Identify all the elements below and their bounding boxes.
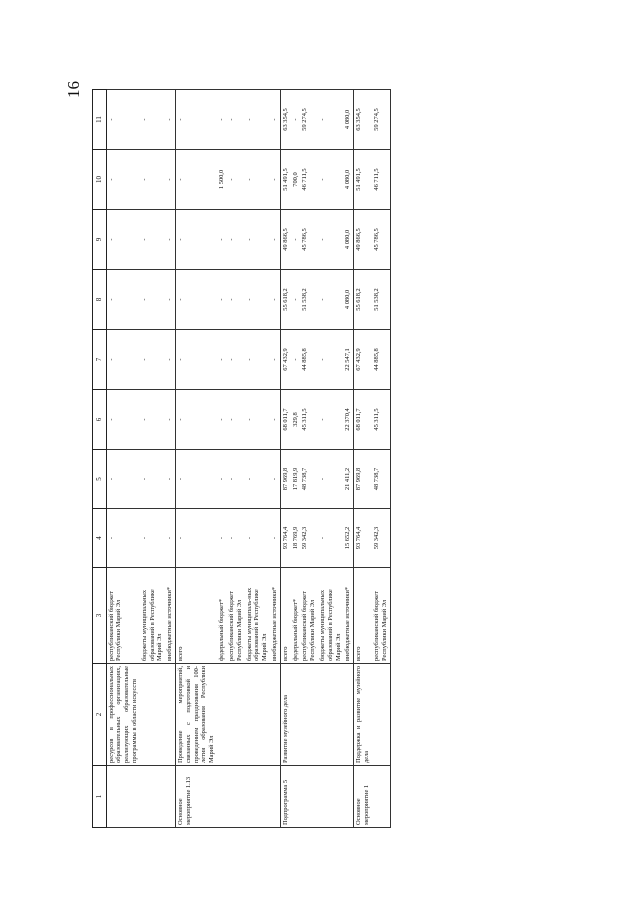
amount-cell: - — [106, 210, 140, 270]
funding-source-cell: внебюджетные источники* — [270, 568, 280, 664]
column-number: 9 — [93, 210, 107, 270]
amount-cell: - — [270, 330, 280, 390]
amount-cell: 87 969,8 — [280, 450, 290, 509]
amount-cell: - — [217, 330, 227, 390]
amount-cell: 93 764,4 — [354, 509, 372, 568]
amount-cell: 15 652,2 — [343, 509, 353, 568]
program-code-cell — [343, 766, 353, 828]
amount-cell: - — [140, 270, 165, 330]
funding-source-cell: федеральный бюджет* — [291, 568, 301, 664]
amount-cell: - — [106, 270, 140, 330]
amount-cell: 4 080,0 — [343, 210, 353, 270]
amount-cell: - — [291, 330, 301, 390]
amount-cell: - — [106, 450, 140, 509]
amount-cell: 4 080,0 — [343, 90, 353, 150]
column-number: 2 — [93, 664, 107, 766]
program-code-cell — [106, 766, 140, 828]
amount-cell: 49 866,5 — [354, 210, 372, 270]
amount-cell: 44 885,8 — [300, 330, 318, 390]
amount-cell: - — [318, 330, 343, 390]
table-row — [318, 90, 343, 828]
table-row — [165, 90, 175, 828]
amount-cell: - — [245, 90, 270, 150]
program-name-cell — [227, 664, 245, 766]
program-name-cell — [291, 664, 301, 766]
program-name-cell: ресурсов в профессиональных образовательных организациях, реализующих образовательные программы в области искусств — [106, 664, 140, 766]
amount-cell: - — [270, 150, 280, 210]
amount-cell: - — [165, 509, 175, 568]
table-row — [176, 90, 218, 828]
amount-cell: 48 738,7 — [300, 450, 318, 509]
program-code-cell — [245, 766, 270, 828]
amount-cell: - — [165, 330, 175, 390]
table-row — [227, 90, 245, 828]
amount-cell: - — [291, 210, 301, 270]
amount-cell: - — [318, 390, 343, 450]
funding-source-cell: республиканский бюджет Республики Марий Эл — [372, 568, 390, 664]
program-code-cell — [372, 766, 390, 828]
table-row — [354, 90, 372, 828]
column-number: 8 — [93, 270, 107, 330]
funding-source-cell: внебюджетные источники* — [343, 568, 353, 664]
table-row — [291, 90, 301, 828]
amount-cell: 68 011,7 — [280, 390, 290, 450]
table-row — [217, 90, 227, 828]
program-code-cell: Основное мероприятие 1 — [354, 766, 372, 828]
amount-cell: - — [227, 270, 245, 330]
amount-cell: 18 769,9 — [291, 509, 301, 568]
amount-cell: - — [270, 509, 280, 568]
amount-cell: - — [245, 150, 270, 210]
amount-cell: - — [291, 90, 301, 150]
amount-cell: - — [227, 450, 245, 509]
amount-cell: - — [245, 450, 270, 509]
amount-cell: 1 500,0 — [217, 150, 227, 210]
amount-cell: - — [318, 150, 343, 210]
amount-cell: - — [140, 90, 165, 150]
amount-cell: - — [227, 330, 245, 390]
amount-cell: - — [106, 509, 140, 568]
amount-cell: - — [227, 150, 245, 210]
amount-cell: - — [176, 270, 218, 330]
amount-cell: - — [227, 90, 245, 150]
program-code-cell: Подпрограмма 5 — [280, 766, 290, 828]
amount-cell: 46 711,5 — [372, 150, 390, 210]
amount-cell: 87 969,8 — [354, 450, 372, 509]
amount-cell: - — [176, 150, 218, 210]
amount-cell: - — [217, 390, 227, 450]
amount-cell: - — [270, 450, 280, 509]
amount-cell: - — [165, 90, 175, 150]
column-number: 3 — [93, 568, 107, 664]
amount-cell: 63 354,5 — [280, 90, 290, 150]
table-row — [140, 90, 165, 828]
program-name-cell — [372, 664, 390, 766]
amount-cell: - — [140, 150, 165, 210]
amount-cell: 45 786,5 — [300, 210, 318, 270]
amount-cell: - — [106, 90, 140, 150]
column-number: 7 — [93, 330, 107, 390]
amount-cell: 49 866,5 — [280, 210, 290, 270]
amount-cell: - — [176, 210, 218, 270]
funding-source-cell: всего — [176, 568, 218, 664]
amount-cell: - — [270, 270, 280, 330]
program-name-cell — [343, 664, 353, 766]
amount-cell: 51 538,2 — [372, 270, 390, 330]
amount-cell: 51 491,5 — [354, 150, 372, 210]
amount-cell: - — [140, 390, 165, 450]
amount-cell: - — [318, 210, 343, 270]
column-number: 5 — [93, 450, 107, 509]
amount-cell: - — [165, 210, 175, 270]
program-code-cell — [300, 766, 318, 828]
column-number: 10 — [93, 150, 107, 210]
amount-cell: 59 274,5 — [300, 90, 318, 150]
funding-source-cell: всего — [280, 568, 290, 664]
amount-cell: 22 370,4 — [343, 390, 353, 450]
program-code-cell: Основное мероприятие 1.13 — [176, 766, 218, 828]
amount-cell: - — [106, 330, 140, 390]
amount-cell: 67 432,9 — [280, 330, 290, 390]
program-name-cell: Поддержка и развитие музейного дела — [354, 664, 372, 766]
amount-cell: 17 819,9 — [291, 450, 301, 509]
amount-cell: - — [176, 390, 218, 450]
column-number: 4 — [93, 509, 107, 568]
program-name-cell — [217, 664, 227, 766]
amount-cell: - — [176, 330, 218, 390]
amount-cell: 67 432,9 — [354, 330, 372, 390]
program-name-cell — [245, 664, 270, 766]
amount-cell: 700,0 — [291, 150, 301, 210]
amount-cell: - — [270, 90, 280, 150]
funding-source-cell: федеральный бюджет* — [217, 568, 227, 664]
funding-source-cell: бюджеты муниципальных образований в Республике Марий Эл — [140, 568, 165, 664]
amount-cell: 55 618,2 — [354, 270, 372, 330]
amount-cell: - — [318, 450, 343, 509]
program-name-cell — [140, 664, 165, 766]
table-row — [300, 90, 318, 828]
funding-source-cell: республиканский бюджет Республики Марий Эл — [227, 568, 245, 664]
amount-cell: - — [270, 210, 280, 270]
amount-cell: 48 738,7 — [372, 450, 390, 509]
amount-cell: - — [270, 390, 280, 450]
amount-cell: - — [176, 509, 218, 568]
column-number: 6 — [93, 390, 107, 450]
funding-source-cell: бюджеты муниципальных образований в Республике Марий Эл — [318, 568, 343, 664]
amount-cell: - — [245, 210, 270, 270]
column-number: 1 — [93, 766, 107, 828]
funding-source-cell: бюджеты муниципаль-ных образований в Республике Марий Эл — [245, 568, 270, 664]
table-row — [106, 90, 140, 828]
table-row — [245, 90, 270, 828]
amount-cell: - — [106, 150, 140, 210]
amount-cell: - — [140, 509, 165, 568]
amount-cell: 22 547,1 — [343, 330, 353, 390]
amount-cell: 4 080,0 — [343, 150, 353, 210]
amount-cell: 59 342,3 — [300, 509, 318, 568]
amount-cell: 55 618,2 — [280, 270, 290, 330]
amount-cell: - — [227, 390, 245, 450]
budget-table-rotated — [92, 90, 540, 828]
amount-cell: - — [245, 330, 270, 390]
amount-cell: - — [176, 90, 218, 150]
amount-cell: - — [291, 270, 301, 330]
program-name-cell — [270, 664, 280, 766]
funding-source-cell: внебюджетные источники* — [165, 568, 175, 664]
amount-cell: - — [318, 90, 343, 150]
program-code-cell — [165, 766, 175, 828]
budget-table — [92, 89, 391, 828]
page-number: 16 — [64, 81, 83, 98]
amount-cell: 4 080,0 — [343, 270, 353, 330]
amount-cell: - — [245, 390, 270, 450]
amount-cell: - — [165, 390, 175, 450]
amount-cell: 45 311,5 — [372, 390, 390, 450]
amount-cell: - — [165, 450, 175, 509]
program-name-cell — [165, 664, 175, 766]
program-name-cell: Проведение мероприятий, связанных с подготовкой и проведением празднования 100-летия образования Республики Марий Эл — [176, 664, 218, 766]
funding-source-cell: всего — [354, 568, 372, 664]
amount-cell: - — [140, 210, 165, 270]
program-name-cell — [318, 664, 343, 766]
program-name-cell: Развитие музейного дела — [280, 664, 290, 766]
amount-cell: 68 011,7 — [354, 390, 372, 450]
amount-cell: - — [165, 270, 175, 330]
program-code-cell — [217, 766, 227, 828]
table-row — [343, 90, 353, 828]
column-number-row — [93, 90, 107, 828]
amount-cell: 59 342,3 — [372, 509, 390, 568]
amount-cell: - — [318, 270, 343, 330]
amount-cell: - — [106, 390, 140, 450]
table-row — [270, 90, 280, 828]
amount-cell: - — [217, 509, 227, 568]
amount-cell: - — [227, 509, 245, 568]
amount-cell: 44 885,8 — [372, 330, 390, 390]
program-code-cell — [291, 766, 301, 828]
funding-source-cell: республиканский бюджет Республики Марий Эл — [300, 568, 318, 664]
amount-cell: 329,8 — [291, 390, 301, 450]
amount-cell: - — [176, 450, 218, 509]
amount-cell: 51 491,5 — [280, 150, 290, 210]
table-body — [106, 90, 390, 828]
amount-cell: - — [140, 450, 165, 509]
amount-cell: - — [140, 330, 165, 390]
amount-cell: 45 786,5 — [372, 210, 390, 270]
table-row — [280, 90, 290, 828]
amount-cell: 45 311,5 — [300, 390, 318, 450]
amount-cell: - — [245, 509, 270, 568]
amount-cell: - — [217, 450, 227, 509]
amount-cell: - — [217, 210, 227, 270]
column-number: 11 — [93, 90, 107, 150]
program-code-cell — [140, 766, 165, 828]
amount-cell: 21 411,2 — [343, 450, 353, 509]
funding-source-cell: республиканский бюджет Республики Марий Эл — [106, 568, 140, 664]
amount-cell: - — [245, 270, 270, 330]
amount-cell: 46 711,5 — [300, 150, 318, 210]
amount-cell: - — [217, 90, 227, 150]
amount-cell: - — [227, 210, 245, 270]
table-row — [372, 90, 390, 828]
program-code-cell — [270, 766, 280, 828]
program-code-cell — [227, 766, 245, 828]
amount-cell: - — [217, 270, 227, 330]
amount-cell: - — [318, 509, 343, 568]
amount-cell: 93 764,4 — [280, 509, 290, 568]
amount-cell: 59 274,5 — [372, 90, 390, 150]
program-name-cell — [300, 664, 318, 766]
amount-cell: 63 354,5 — [354, 90, 372, 150]
amount-cell: - — [165, 150, 175, 210]
amount-cell: 51 538,2 — [300, 270, 318, 330]
program-code-cell — [318, 766, 343, 828]
